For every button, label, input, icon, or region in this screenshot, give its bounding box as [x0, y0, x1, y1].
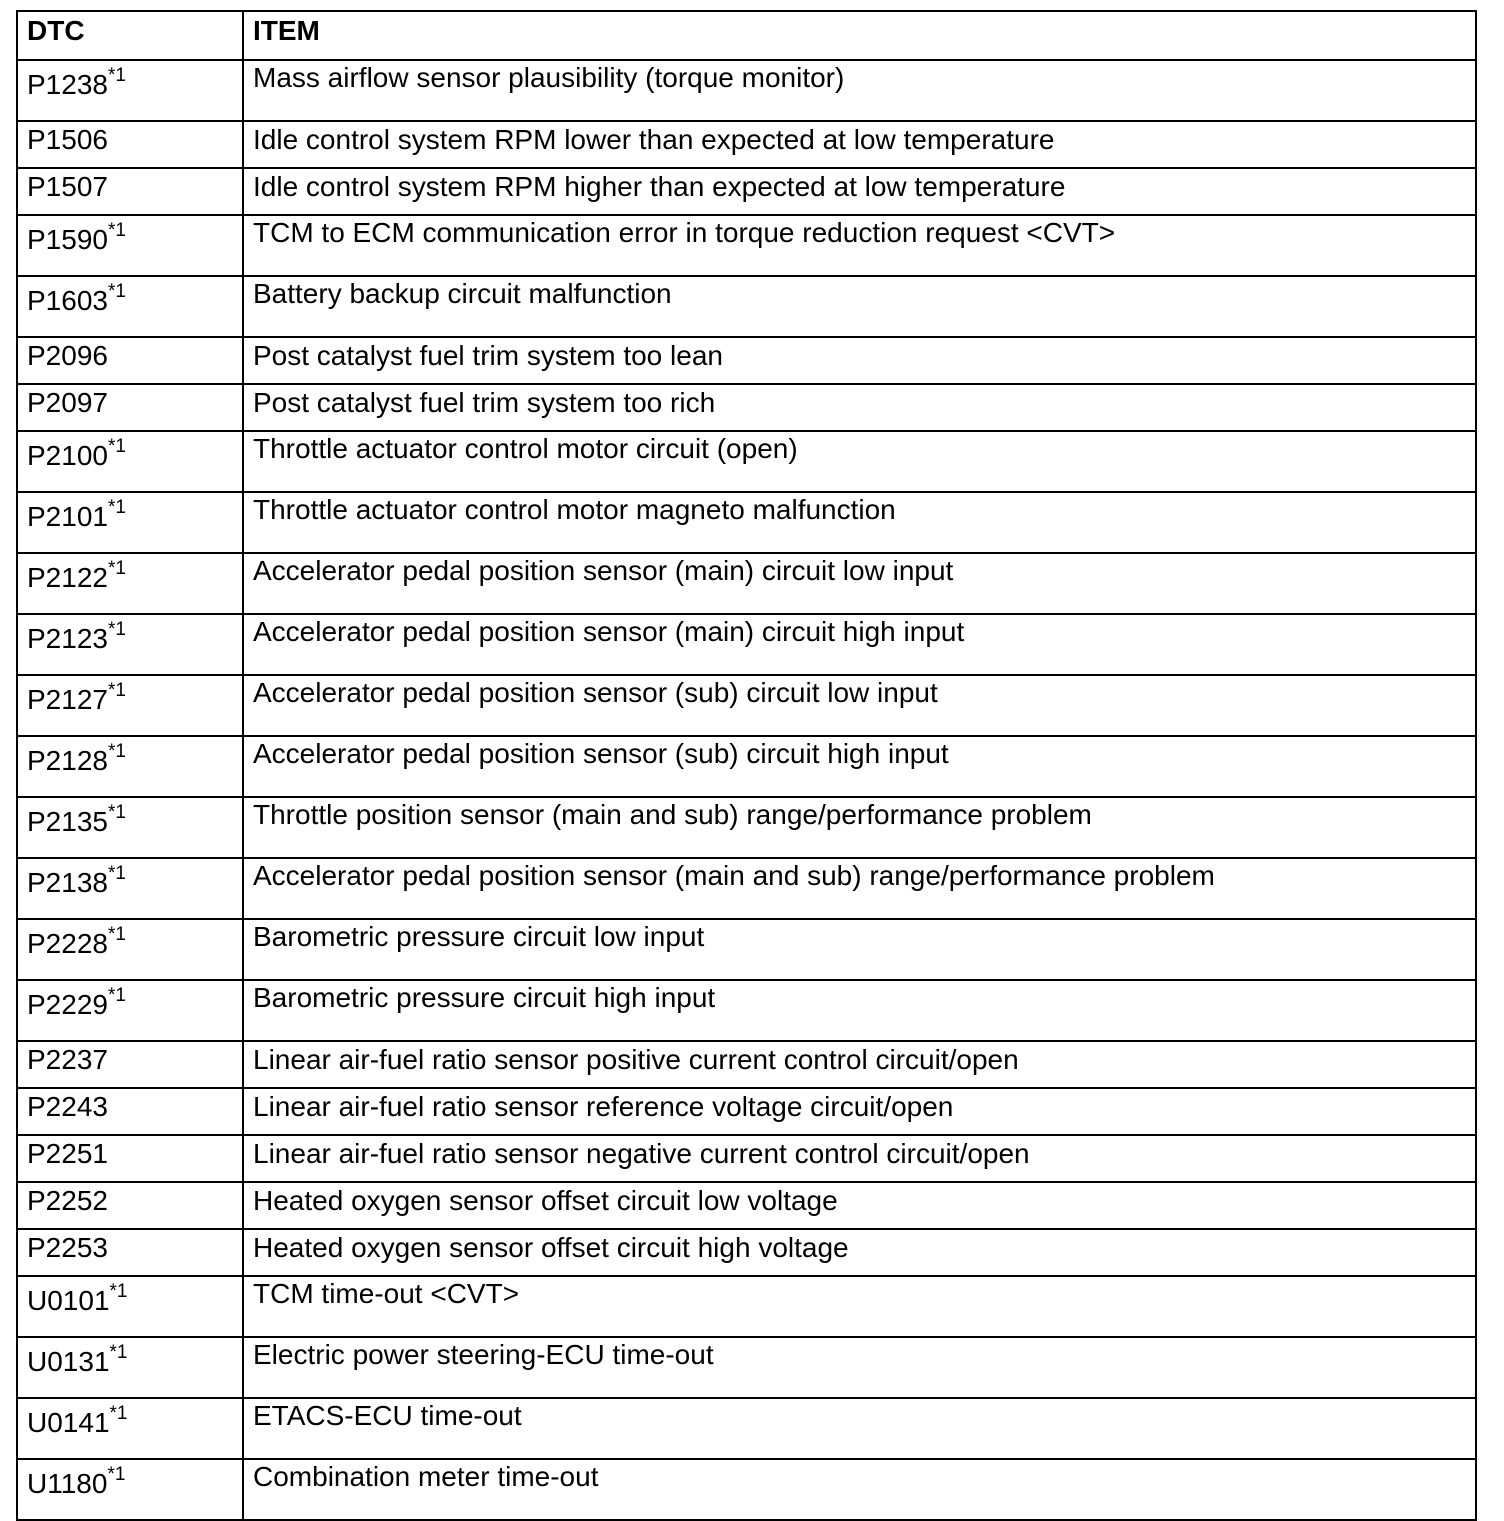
dtc-item-description: Linear air-fuel ratio sensor reference voltage circuit/open: [243, 1088, 1476, 1135]
dtc-code: P2138: [27, 867, 108, 898]
dtc-table-body: [17, 60, 1476, 1520]
dtc-code: P2100: [27, 440, 108, 471]
dtc-item-description: TCM to ECM communication error in torque reduction request <CVT>: [243, 215, 1476, 276]
footnote-marker: *1: [107, 863, 126, 884]
footnote-marker: *1: [107, 985, 126, 1006]
dtc-item-description: Accelerator pedal position sensor (main) circuit low input: [243, 553, 1476, 614]
footnote-marker: *1: [107, 497, 126, 518]
dtc-code: P1590: [27, 224, 108, 255]
dtc-item-description: Accelerator pedal position sensor (sub) circuit high input: [243, 736, 1476, 797]
dtc-code: P1507: [27, 171, 108, 202]
dtc-code: P2096: [27, 340, 108, 371]
dtc-code: P1506: [27, 124, 108, 155]
table-row: [17, 797, 1476, 858]
dtc-item-description: Barometric pressure circuit high input: [243, 980, 1476, 1041]
dtc-code-cell: [17, 797, 243, 858]
dtc-item-description: Heated oxygen sensor offset circuit high voltage: [243, 1229, 1476, 1276]
dtc-code-cell: [17, 1041, 243, 1088]
dtc-code: P2252: [27, 1185, 108, 1216]
table-row: [17, 919, 1476, 980]
dtc-item-description: Electric power steering-ECU time-out: [243, 1337, 1476, 1398]
table-row: [17, 215, 1476, 276]
dtc-code: P2253: [27, 1232, 108, 1263]
footnote-marker: *1: [109, 1403, 128, 1424]
table-row: [17, 1229, 1476, 1276]
dtc-code-cell: [17, 1135, 243, 1182]
dtc-item-description: Idle control system RPM higher than expected at low temperature: [243, 168, 1476, 215]
dtc-code-cell: [17, 675, 243, 736]
footnote-marker: *1: [107, 680, 126, 701]
dtc-item-description: Throttle actuator control motor circuit (open): [243, 431, 1476, 492]
dtc-code-cell: [17, 384, 243, 431]
dtc-code-cell: [17, 736, 243, 797]
table-row: [17, 60, 1476, 121]
table-row: [17, 168, 1476, 215]
dtc-code: U0141: [27, 1407, 110, 1438]
dtc-code-cell: [17, 168, 243, 215]
table-row: [17, 276, 1476, 337]
footnote-marker: *1: [107, 924, 126, 945]
dtc-item-description: Post catalyst fuel trim system too lean: [243, 337, 1476, 384]
dtc-code-cell: [17, 858, 243, 919]
table-row: [17, 1398, 1476, 1459]
dtc-code-cell: [17, 1398, 243, 1459]
footnote-marker: *1: [107, 619, 126, 640]
dtc-code: P2237: [27, 1044, 108, 1075]
dtc-code-cell: [17, 276, 243, 337]
table-row: [17, 1041, 1476, 1088]
dtc-item-description: Post catalyst fuel trim system too rich: [243, 384, 1476, 431]
dtc-code-cell: [17, 553, 243, 614]
dtc-item-description: Linear air-fuel ratio sensor positive current control circuit/open: [243, 1041, 1476, 1088]
dtc-code-cell: [17, 1337, 243, 1398]
dtc-code: P1238: [27, 69, 108, 100]
table-row: [17, 1135, 1476, 1182]
dtc-item-description: Throttle position sensor (main and sub) range/performance problem: [243, 797, 1476, 858]
dtc-item-description: ETACS-ECU time-out: [243, 1398, 1476, 1459]
dtc-code-cell: [17, 1088, 243, 1135]
dtc-code: P1603: [27, 285, 108, 316]
footnote-marker: *1: [107, 802, 126, 823]
dtc-code-cell: [17, 1182, 243, 1229]
dtc-code: U0131: [27, 1346, 110, 1377]
footnote-marker: *1: [107, 220, 126, 241]
dtc-code: P2251: [27, 1138, 108, 1169]
table-row: [17, 553, 1476, 614]
table-row: [17, 858, 1476, 919]
dtc-code-cell: [17, 614, 243, 675]
dtc-table: [16, 10, 1477, 1521]
column-header-dtc: DTC: [17, 11, 243, 60]
dtc-item-description: Accelerator pedal position sensor (main and sub) range/performance problem: [243, 858, 1476, 919]
dtc-item-description: Mass airflow sensor plausibility (torque monitor): [243, 60, 1476, 121]
table-row: [17, 675, 1476, 736]
footnote-marker: *1: [107, 741, 126, 762]
dtc-code-cell: [17, 980, 243, 1041]
dtc-code: P2101: [27, 501, 108, 532]
dtc-code: U1180: [27, 1468, 108, 1499]
table-row: [17, 492, 1476, 553]
dtc-code-cell: [17, 1229, 243, 1276]
table-row: [17, 614, 1476, 675]
dtc-code: P2243: [27, 1091, 108, 1122]
footnote-marker: *1: [107, 281, 126, 302]
footnote-marker: *1: [107, 436, 126, 457]
dtc-code: P2229: [27, 989, 108, 1020]
table-row: [17, 1276, 1476, 1337]
dtc-code-cell: [17, 431, 243, 492]
table-row: [17, 431, 1476, 492]
dtc-code-cell: [17, 215, 243, 276]
dtc-code: P2135: [27, 806, 108, 837]
table-row: [17, 980, 1476, 1041]
dtc-code: P2128: [27, 745, 108, 776]
footnote-marker: *1: [107, 558, 126, 579]
table-row: [17, 121, 1476, 168]
dtc-item-description: Battery backup circuit malfunction: [243, 276, 1476, 337]
dtc-code-cell: [17, 1459, 243, 1520]
dtc-item-description: Combination meter time-out: [243, 1459, 1476, 1520]
table-row: [17, 1459, 1476, 1520]
dtc-code: P2127: [27, 684, 108, 715]
dtc-code: P2097: [27, 387, 108, 418]
dtc-code-cell: [17, 492, 243, 553]
footnote-marker: *1: [107, 1464, 126, 1485]
dtc-item-description: Accelerator pedal position sensor (main) circuit high input: [243, 614, 1476, 675]
table-header-row: [17, 11, 1476, 60]
footnote-marker: *1: [109, 1281, 128, 1302]
table-row: [17, 337, 1476, 384]
dtc-item-description: TCM time-out <CVT>: [243, 1276, 1476, 1337]
footnote-marker: *1: [107, 65, 126, 86]
dtc-item-description: Throttle actuator control motor magneto malfunction: [243, 492, 1476, 553]
dtc-code: P2123: [27, 623, 108, 654]
dtc-code-cell: [17, 1276, 243, 1337]
dtc-code: P2228: [27, 928, 108, 959]
column-header-item: ITEM: [243, 11, 1476, 60]
dtc-code: P2122: [27, 562, 108, 593]
dtc-code-cell: [17, 337, 243, 384]
table-row: [17, 736, 1476, 797]
dtc-item-description: Barometric pressure circuit low input: [243, 919, 1476, 980]
table-row: [17, 1088, 1476, 1135]
dtc-code: U0101: [27, 1285, 110, 1316]
dtc-item-description: Idle control system RPM lower than expected at low temperature: [243, 121, 1476, 168]
dtc-code-cell: [17, 60, 243, 121]
table-row: [17, 1182, 1476, 1229]
table-row: [17, 1337, 1476, 1398]
dtc-code-cell: [17, 121, 243, 168]
dtc-code-cell: [17, 919, 243, 980]
dtc-item-description: Heated oxygen sensor offset circuit low voltage: [243, 1182, 1476, 1229]
table-row: [17, 384, 1476, 431]
dtc-item-description: Accelerator pedal position sensor (sub) circuit low input: [243, 675, 1476, 736]
footnote-marker: *1: [109, 1342, 128, 1363]
dtc-item-description: Linear air-fuel ratio sensor negative current control circuit/open: [243, 1135, 1476, 1182]
